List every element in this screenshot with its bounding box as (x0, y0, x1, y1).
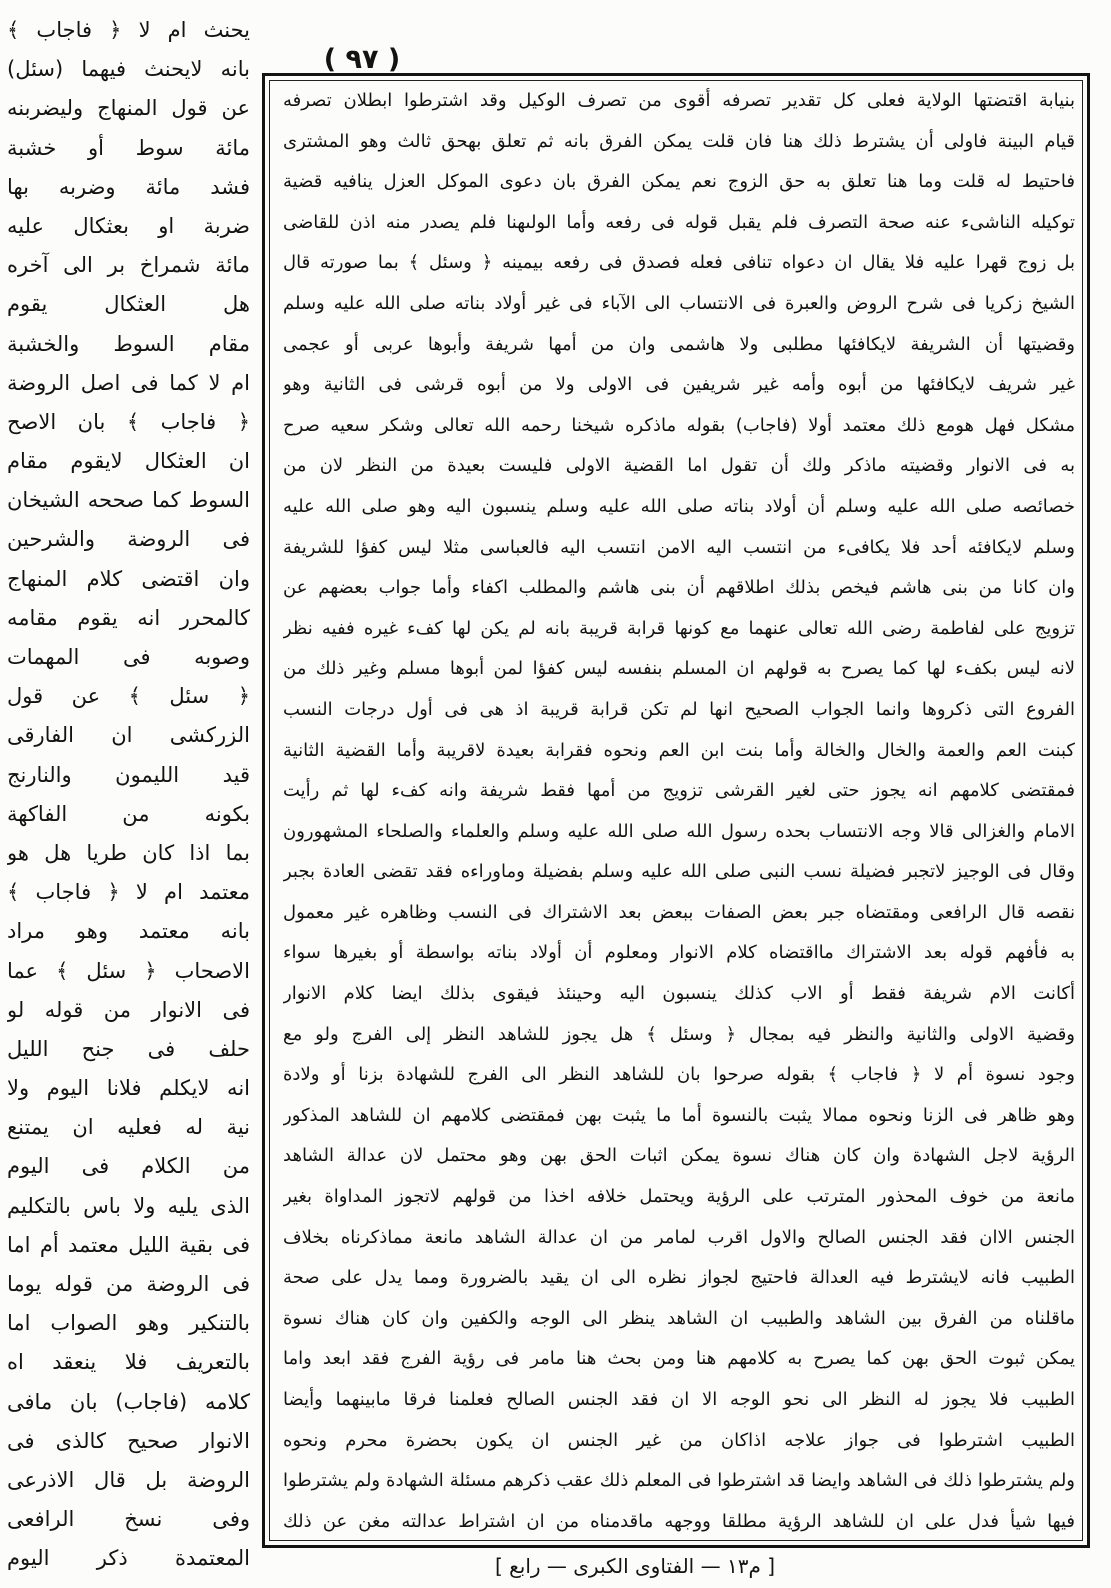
margin-note-line: الاصحاب ﴿ سئل ﴾ عما (7, 958, 250, 983)
main-text-line: فاحتيط له قلت وما هنا تعلق به حق الزوج نعم يمكن الفرق بان دعوى الموكل العزل ينافيه قضية (283, 171, 1075, 193)
margin-note-line: حلف فى جنح الليل (7, 1036, 250, 1061)
margin-note-line: فى بقية الليل معتمد أم اما (7, 1232, 250, 1257)
margin-note-line: الزركشى ان الفارقى (7, 723, 250, 748)
main-text-block (283, 81, 1075, 1542)
main-text-line: خصائصه صلى الله عليه وسلم أن أولاد بناته صلى الله عليه وسلم ينسبون اليه وهو صلى الله عليه (283, 495, 1075, 517)
main-text-line: وقال فى الوجيز لاتجبر فضيلة نسب النبى صلى الله عليه وسلم بفضيلة وماوراءه فقد تقضى العادة بجبر (283, 861, 1075, 883)
margin-note-line: فى الروضة والشرحين (7, 527, 250, 552)
margin-note-line: وان اقتضى كلام المنهاج (7, 566, 250, 591)
margin-note-line: بانه معتمد وهو مراد (7, 919, 250, 944)
main-text-line: تزويج على لفاطمة رضى الله تعالى عنهما مع كونها قرابة قريبة بانه لم يكن لها كفء غيره ففيه نظر (283, 617, 1075, 639)
main-text-line: الامام والغزالى قالا وجه الانتساب بحده رسول الله صلى الله عليه وسلم والعلماء والصلحاء المشهورون (283, 820, 1075, 842)
main-text-line: الطبيب فلا يجوز له النظر الى نحو الوجه الا ان فقد الجنس الصالح فعلمنا فرقا مابينهما وأيضا (283, 1389, 1075, 1410)
margin-note-line: نية له فعليه ان يمتنع (7, 1115, 250, 1140)
main-text-line: بل زوج قهرا عليه فلا يقال ان دعواه تنافى فعله فصدق فى رفعه بيمينه ﴿ وسئل ﴾ بما صورته قال (283, 252, 1075, 274)
margin-note-line: مائة شمراخ بر الى آخره (7, 253, 250, 278)
margin-notes-column (7, 11, 250, 1579)
main-text-line: فمقتضى كلامهم انه يجوز حتى لغير القرشى تزويج من أمها فقط شريفة وانه كفء لها ثم رأيت (283, 780, 1075, 802)
margin-note-line: كلامه (فاجاب) بان مافى (7, 1389, 250, 1414)
main-text-line: الرؤية لاجل الشهادة وان كان هناك نسوة يمكن اثبات الحق بهن وهو محتمل لان عدالة الشاهد (283, 1145, 1075, 1167)
main-text-line: توكيله الناشىء عنه صحة التصرف فلم يقبل قوله فى رفعه وأما الولىهنا فلم يصدر منه اذن للقاضى (283, 211, 1075, 233)
main-text-line: أكانت الام شريفة فقط أو الاب كذلك ينسبون اليه وحينئذ فيقوى بذلك ايضا كلام الانوار (283, 983, 1075, 1005)
main-text-line: وهو ظاهر فى الزنا ونحوه ممالا يثبت بالنسوة أما ما يثبت بهن فمقتضى كلامهم ان للشاهد المذكور (283, 1104, 1075, 1126)
main-text-line: به فى الانوار وقضيته ماذكر ولك أن تقول اما القضية الاولى فليست بعيدة من النظر لان من (283, 455, 1075, 477)
margin-note-line: هل العثكال يقوم (7, 292, 250, 317)
main-text-line: غير شريف لايكافئها من أبوه وأمه غير شريفين فى الاولى ولا من أبوه قرشى فى الثانية وهو (283, 374, 1075, 396)
margin-note-line: من الكلام فى اليوم (7, 1154, 250, 1179)
margin-note-line: فى الروضة من قوله يوما (7, 1272, 250, 1296)
main-text-line: لانه ليس بكفء لها كما يصرح به قولهم ان المسلم بنفسه ليس كفؤا لمن أبوها مسلم وغير ذلك من (283, 658, 1075, 680)
margin-note-line: كالمحرر انه يقوم مقامه (7, 605, 250, 630)
main-text-line: وقضية الاولى والثانية والنظر فيه بمجال ﴿ وسئل ﴾ هل يجوز للشاهد النظر إلى الفرج ولو مع (283, 1023, 1075, 1045)
margin-note-line: الانوار صحيح كالذى فى (7, 1428, 250, 1453)
margin-note-line: بانه لايحنث فيهما (سئل) (7, 57, 250, 82)
running-footer: [ م١٣ — الفتاوى الكبرى — رابع ] (495, 1554, 775, 1578)
margin-note-line: ضربة او بعثكال عليه (7, 213, 250, 238)
main-text-line: كبنت العم والعمة والخال والخالة وأما بنت ابن العم ونحوه فقرابة بعيدة لاقريبة وأما القضية الثانية (283, 739, 1075, 761)
main-text-line: الفروع التى ذكروها وانما الجواب الصحيح انها لم تكن قرابة قريبة اذ هى فى أول درجات النسب (283, 698, 1075, 720)
margin-note-line: يحنث ام لا ﴿ فاجاب ﴾ (7, 18, 250, 42)
margin-note-line: ان العثكال لايقوم مقام (7, 449, 250, 474)
page-number: ( ٩٧ ) (323, 44, 401, 75)
margin-note-line: وصوبه فى المهمات (7, 645, 250, 669)
margin-note-line: معتمد ام لا ﴿ فاجاب ﴾ (7, 880, 250, 905)
margin-note-line: فى الانوار من قوله لو (7, 997, 250, 1022)
main-text-line: به فأفهم قوله بعد الاشتراك مااقتضاه كلام الانوار ومعلوم أن أولاد بناته بواسطة أو بغيرها سواء (283, 942, 1075, 964)
main-text-line: فيها شيأ فدل على ان للشاهد الرؤية مطلقا ووجهه ماقدمناه من ان اشتراط عدالته مغن عن ذلك (283, 1510, 1075, 1532)
main-text-line: ماقلناه من الفرق بين الشاهد والطبيب ان الشاهد ينظر الى الوجه والكفين وان كان هناك نسوة (283, 1307, 1075, 1329)
main-text-line: وان كانا من بنى هاشم فيخص بذلك اطلاقهم أن بنى هاشم والمطلب اكفاء وأما جواب بعضهم عن (283, 577, 1075, 599)
margin-note-line: ام لا كما فى اصل الروضة (7, 370, 250, 395)
margin-note-line: مائة سوط أو خشبة (7, 135, 250, 160)
margin-note-line: ﴿ فاجاب ﴾ بان الاصح (7, 409, 250, 434)
main-text-line: يمكن ثبوت الحق بهن كما يصرح به كلامهم هنا ومن بحث هنا مامر فى رؤية الفرج فقد ابعد واما (283, 1348, 1075, 1370)
margin-note-line: بما اذا كان طريا هل هو (7, 840, 250, 865)
margin-note-line: فشد مائة وضربه بها (7, 174, 250, 199)
main-text-line: مشكل فهل هومع ذلك معتمد أولا (فاجاب) بقوله ماذكره شيخنا رحمه الله تعالى وشكر سعيه صرح (283, 414, 1075, 436)
margin-note-line: بالتعريف فلا ينعقد اه (7, 1350, 250, 1375)
margin-note-line: بكونه من الفاكهة (7, 801, 250, 826)
main-text-line: وسلم لايكافئه أحد فلا يكافىء من انتسب اليه الامن انتسب اليه فالعباسى مثلا ليس كفؤا للشريفة (283, 536, 1075, 558)
margin-note-line: انه لايكلم فلانا اليوم ولا (7, 1076, 250, 1101)
main-text-line: الطبيب اشترطوا فى جواز علاجه اذاكان من غير الجنس ان يكون بحضرة محرم ونحوه (283, 1429, 1075, 1451)
main-text-line: وجود نسوة أم لا ﴿ فاجاب ﴾ بقوله صرحوا بان للشاهد النظر الى الفرج للشهادة بزنا أو ولادة (283, 1064, 1075, 1086)
main-text-line: وقضيتها أن الشريفة لايكافئها مطلبى ولا هاشمى وان من أمها شريفة وأبوها عربى أو عجمى (283, 333, 1075, 355)
margin-note-line: الذى يليه ولا باس بالتكليم (7, 1193, 250, 1218)
margin-note-line: وفى نسخ الرافعى (7, 1507, 250, 1532)
margin-note-line: الروضة بل قال الاذرعى (7, 1467, 250, 1492)
margin-note-line: السوط كما صححه الشيخان (7, 488, 250, 513)
margin-note-line: قيد الليمون والنارنج (7, 762, 250, 787)
main-text-line: الشيخ زكريا فى شرح الروض والعبرة فى الانتساب الى الآباء فى غير أولاد بناته صلى الله عليه وسلم (283, 292, 1075, 314)
margin-note-line: ﴿ سئل ﴾ عن قول (7, 684, 250, 709)
margin-note-line: عن قول المنهاج وليضربنه (7, 96, 250, 121)
main-text-line: الجنس الاان فقد الجنس الصالح والاول اقرب لمامر من ان عدالة الشاهد مانعة مماذكرناه بخلاف (283, 1226, 1075, 1248)
main-text-line: مانعة من خوف المحذور المترتب على الرؤية ويحتمل خلافه اخذا من قولهم لاتجوز المداواة بغير (283, 1186, 1075, 1208)
margin-note-line: بالتنكير وهو الصواب اما (7, 1311, 250, 1336)
main-text-line: نقصه قال الرافعى ومقتضاه جبر بعض الصفات ببعض بعد الاشتراك فى النسب وظاهره غير معمول (283, 901, 1075, 923)
main-text-line: الطبيب فانه لايشترط فيه العدالة فاحتيج لجواز نظره الى ان يقيد بالضرورة ومما يدل على صحة (283, 1267, 1075, 1289)
main-text-line: ولم يشترطوا ذلك فى الشاهد وايضا قد اشترطوا فى المعلم ذلك عقب ذكرهم مسئلة الشهادة ولم يشترطوا (283, 1470, 1075, 1492)
main-text-line: بنيابة اقتضتها الولاية فعلى كل تقدير تصرفه أقوى من تصرف الوكيل وقد اشترطوا ابطلان تصرفه (283, 90, 1075, 111)
main-text-line: قيام البينة فاولى أن يشترط ذلك هنا فان قلت يمكن الفرق بانه ثم تعلق بهحق ثالث وهو المشترى (283, 130, 1075, 152)
margin-note-line: المعتمدة ذكر اليوم (7, 1546, 250, 1571)
margin-note-line: مقام السوط والخشبة (7, 331, 250, 356)
